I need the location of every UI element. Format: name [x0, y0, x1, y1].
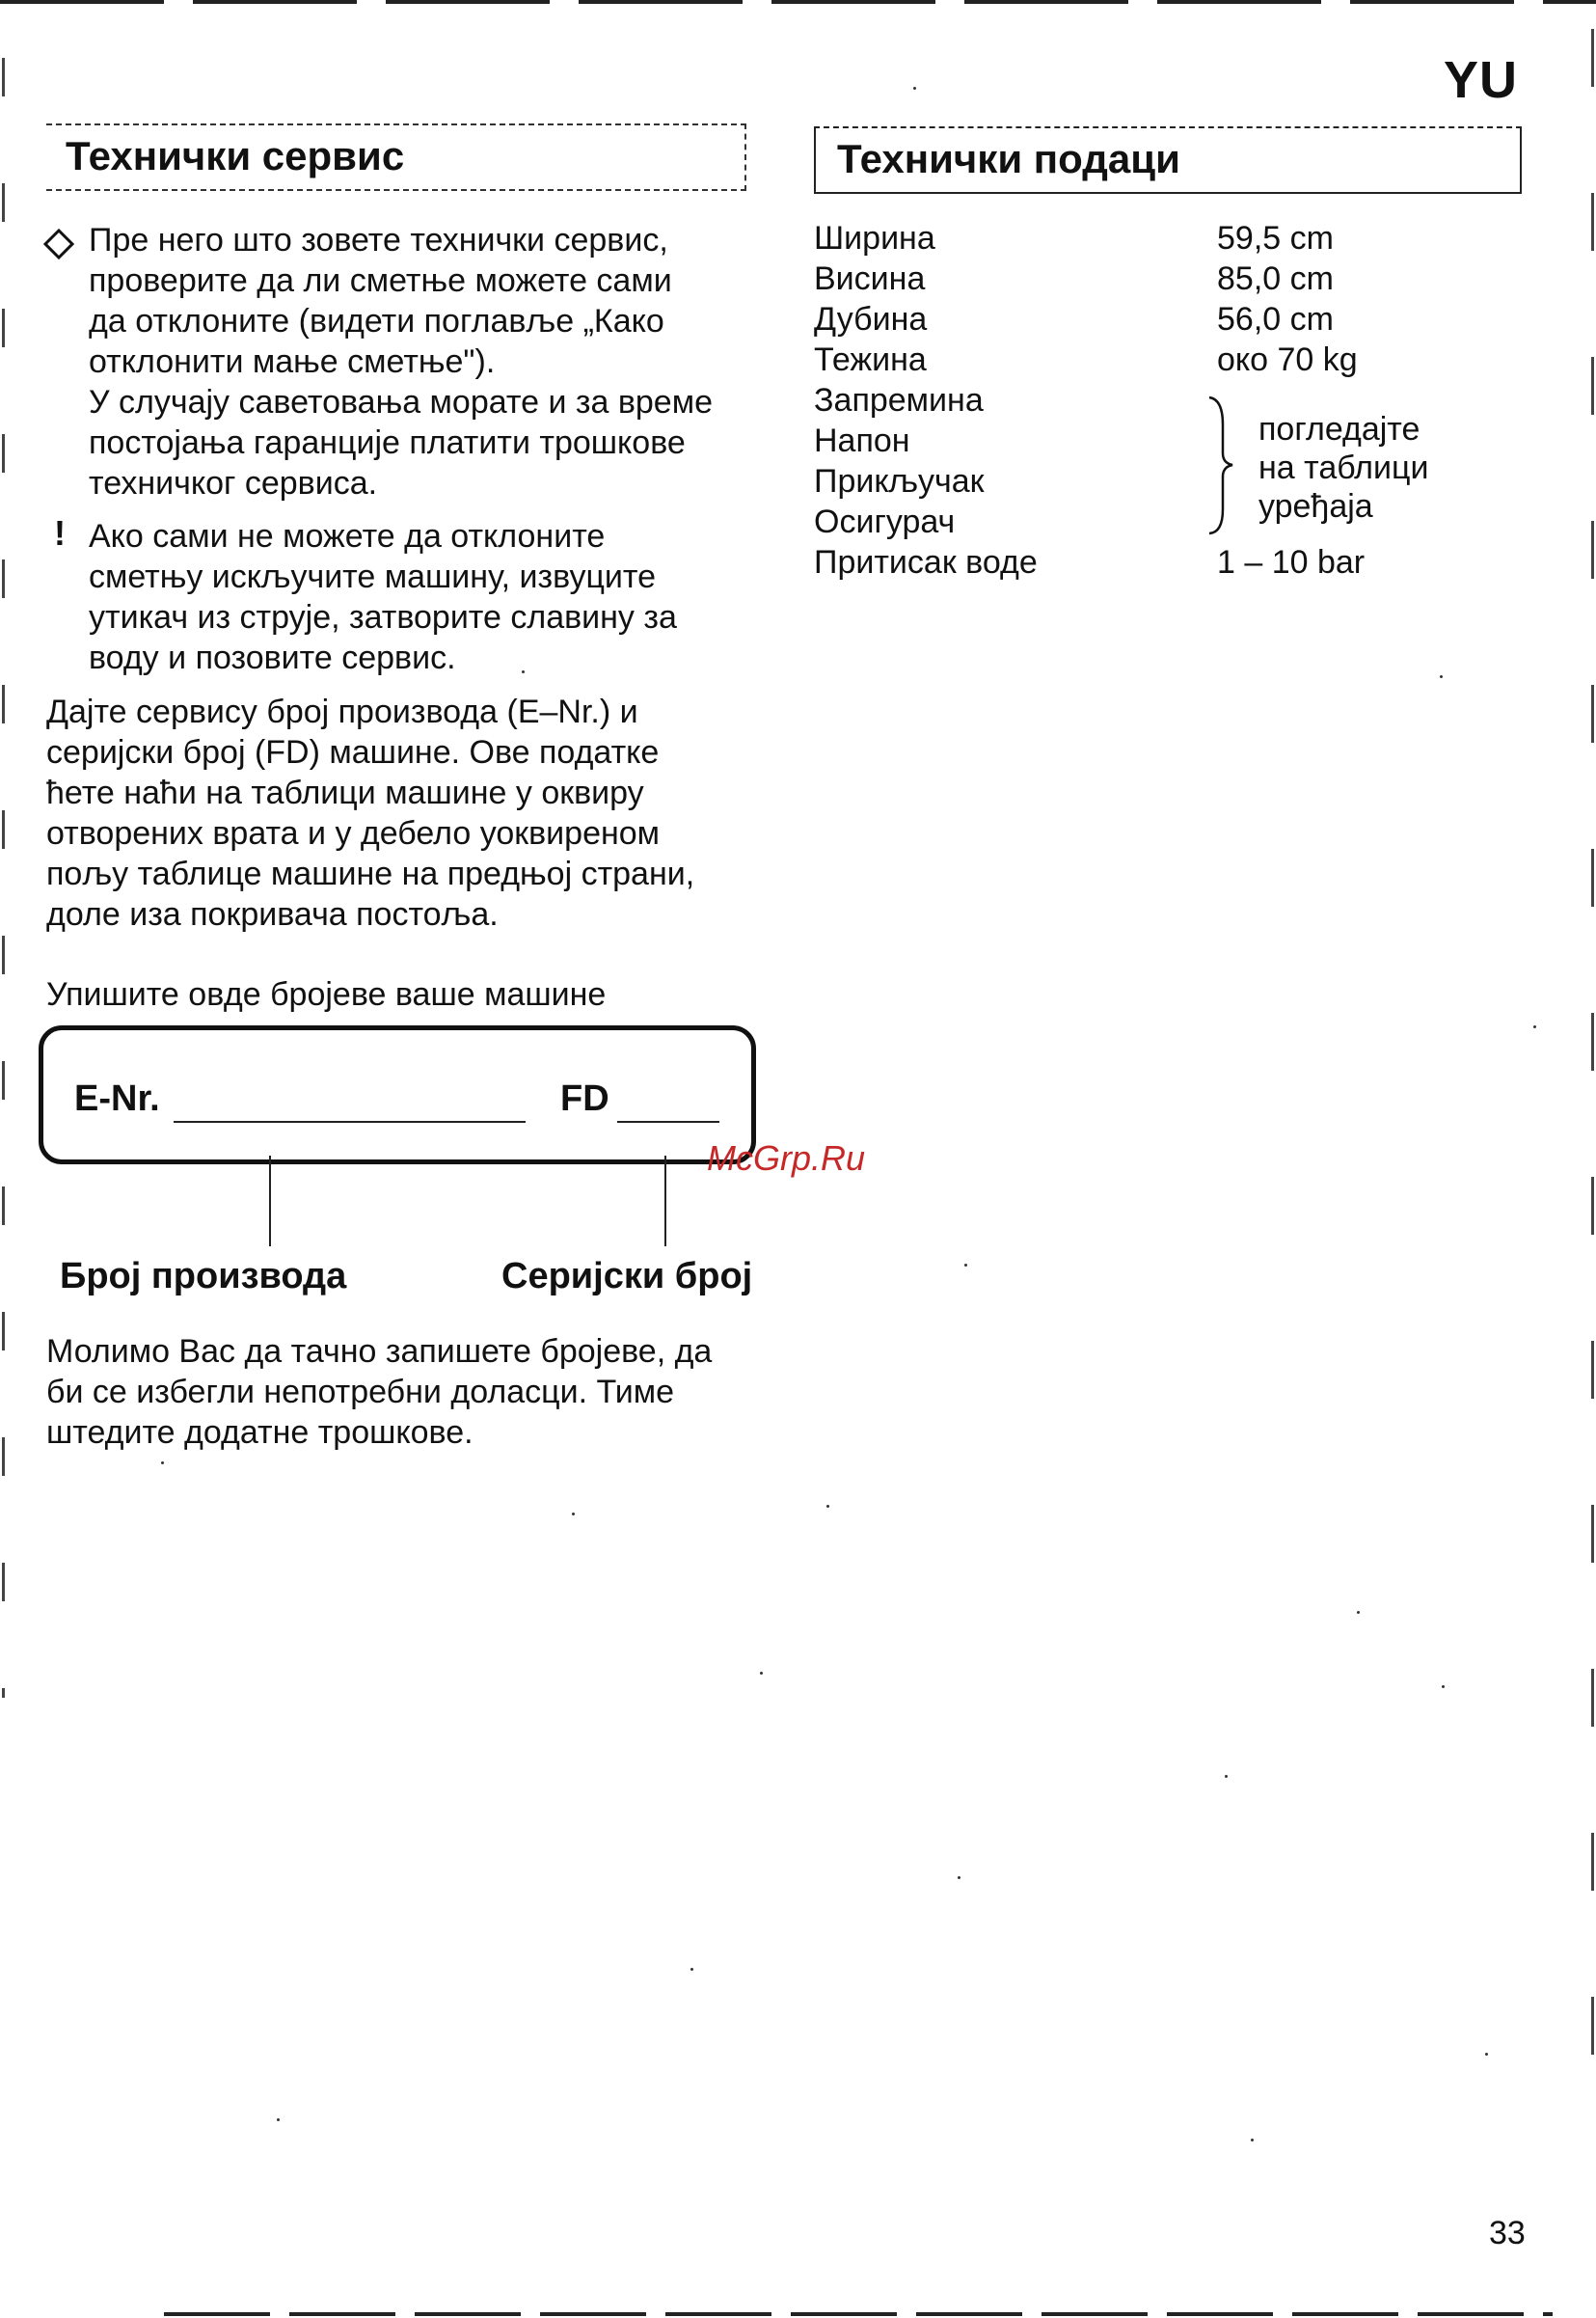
page-left-edge — [2, 58, 5, 1698]
text-line: серијски број (FD) машине. Ове податке — [46, 734, 660, 771]
enter-numbers-label: Упишите овде бројеве ваше машине — [46, 976, 607, 1013]
scan-speck — [1440, 675, 1443, 678]
spec-label: Тежина — [814, 341, 927, 378]
page-number: 33 — [1489, 2215, 1526, 2251]
text-line: Молимо Вас да тачно запишете бројеве, да — [46, 1333, 713, 1370]
scan-speck — [522, 670, 525, 673]
watermark: McGrp.Ru — [707, 1138, 866, 1178]
page-top-edge — [0, 0, 1596, 4]
spec-label: Прикључак — [814, 463, 985, 500]
text-line: воду и позовите сервис. — [89, 640, 456, 676]
text-line: Ако сами не можете да отклоните — [89, 518, 606, 555]
spec-label: Висина — [814, 260, 926, 297]
spec-value: око 70 kg — [1217, 341, 1358, 378]
service-instruction-2 — [89, 516, 677, 678]
text-line: Пре него што зовете технички сервис, — [89, 222, 668, 259]
scan-speck — [1357, 1611, 1360, 1614]
text-line: проверите да ли сметње можете сами — [89, 262, 672, 299]
text-line: У случају саветовања морате и за време — [89, 384, 713, 421]
text-line: пољу таблице машине на предњој страни, — [46, 856, 695, 892]
text-line: би се избегли непотребни доласци. Тиме — [46, 1374, 675, 1410]
scan-speck — [958, 1876, 960, 1879]
text-line: отклонити мање сметње"). — [89, 343, 496, 380]
spec-label: Запремина — [814, 382, 984, 419]
serial-number-leader-line — [664, 1156, 666, 1246]
scan-speck — [1225, 1775, 1228, 1778]
spec-value: 1 – 10 bar — [1217, 544, 1366, 581]
text-line: да отклоните (видети поглавље „Како — [89, 303, 664, 340]
service-paragraph — [46, 692, 694, 935]
page-bottom-edge — [164, 2312, 1553, 2316]
scan-speck — [161, 1461, 164, 1464]
spec-label: Дубина — [814, 301, 928, 338]
service-heading: Технички сервис — [66, 133, 405, 178]
language-tag: YU — [1444, 51, 1519, 109]
product-number-caption: Број производа — [60, 1256, 347, 1296]
diamond-bullet-icon — [42, 228, 75, 260]
service-instruction-1 — [89, 220, 713, 504]
scan-speck — [277, 2118, 280, 2121]
brace-note-line: на таблици — [1258, 450, 1429, 486]
text-line: сметњу искључите машину, извуците — [89, 559, 657, 595]
text-line: утикач из струје, затворите славину за — [89, 599, 677, 636]
scan-speck — [572, 1513, 575, 1515]
exclamation-icon: ! — [54, 513, 66, 553]
fd-label: FD — [560, 1078, 609, 1119]
scan-speck — [913, 87, 916, 90]
serial-number-caption: Серијски број — [501, 1256, 753, 1296]
page-right-edge — [1591, 29, 1594, 2151]
spec-label: Притисак воде — [814, 544, 1038, 581]
spec-value: 59,5 cm — [1217, 220, 1334, 257]
text-line: Дајте сервису број производа (E–Nr.) и — [46, 694, 638, 730]
enr-write-line — [174, 1121, 526, 1123]
scan-speck — [826, 1505, 829, 1508]
text-line: доле иза покривача постоља. — [46, 896, 499, 933]
spec-label: Ширина — [814, 220, 935, 257]
text-line: постојања гаранције платити трошкове — [89, 424, 686, 461]
service-heading-box — [46, 123, 746, 191]
right-brace-icon — [1205, 395, 1244, 535]
spec-value: 85,0 cm — [1217, 260, 1334, 297]
closing-paragraph — [46, 1331, 712, 1453]
spec-label: Напон — [814, 423, 910, 459]
tech-data-heading: Технички подаци — [837, 136, 1180, 181]
text-line: штедите додатне трошкове. — [46, 1414, 473, 1451]
scan-speck — [964, 1264, 967, 1267]
scan-speck — [1533, 1025, 1536, 1028]
product-number-leader-line — [269, 1156, 271, 1246]
spec-value: 56,0 cm — [1217, 301, 1334, 338]
fd-write-line — [617, 1121, 719, 1123]
text-line: ћете наћи на таблици машине у оквиру — [46, 775, 644, 811]
scan-speck — [1485, 2053, 1488, 2056]
brace-note-line: уређаја — [1258, 488, 1373, 525]
spec-label: Осигурач — [814, 504, 956, 540]
scan-speck — [690, 1968, 693, 1971]
scan-speck — [760, 1672, 763, 1675]
scan-speck — [1442, 1685, 1445, 1688]
scan-speck — [1251, 2139, 1254, 2141]
tech-data-heading-box — [814, 126, 1522, 194]
enr-label: E-Nr. — [74, 1078, 160, 1119]
brace-note-line: погледајте — [1258, 411, 1420, 448]
text-line: техничког сервиса. — [89, 465, 378, 502]
text-line: отворених врата и у дебело уоквиреном — [46, 815, 661, 852]
